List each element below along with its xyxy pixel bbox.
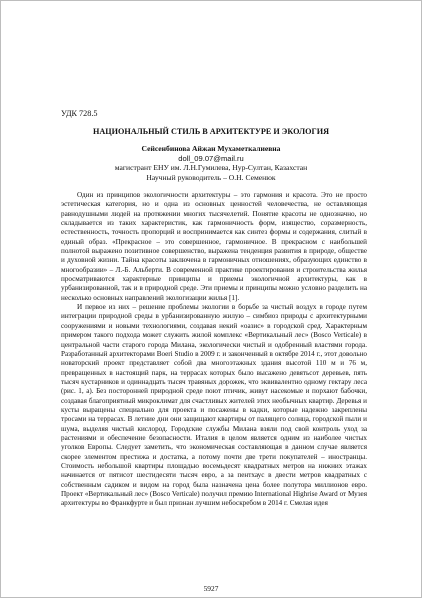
author-affiliation: магистрант ЕНУ им. Л.Н.Гумилева, Нур-Султан, Казахстан	[114, 163, 308, 173]
supervisor: Научный руководитель – О.Н. Семенюк	[146, 172, 276, 182]
paragraph: И первое из них – решение проблемы экологии в борьбе за чистый воздух в городе путем интеграции природной среды в урбанизированную жилую – симбиоз природы с архитектурными сооружениями и новыми технологиями, создавая некий «оазис» в городской сред. Характерным примером такого подхода может служить жилой комплекс «Вертикальный лес» (Bosco Verticale) в центральной части старого города Милана, экологически чистый и одобренный властями города. Разработанный архитекторами Boeri Studio в 2009 г. и законченный в октябре 2014 г., этот довольно новаторский проект представляет собой два многоэтажных здания высотой 110 м и 76 м, превращенных в настоящий парк, на террасах которых было высажено девятьсот деревьев, пять тысяч кустарников и одиннадцать тысяч травяных дорожек, что эквивалентно одному гектару леса (рис. 1, а). Без посторонней природной среде поют птичик, живут насекомые и порхают бабочки, создавая благоприятный микроклимат для счастливых жителей этих необычных квартир. Деревья и кусты выращены специально для проекта и посажены в кадки, которые надежно закреплены тросами на террасах. В летние дни они защищают квартиры от палящего солнца, городской пыли и шума, выделяя чистый кислород. Городские службы Милана взяли под свой контроль уход за растениями и обеспечение безопасности. Италия в целом является одним из наиболее чистых уголков Европы. Следует заметить, что экономическая составляющая в данном случае является скорее элементом престижа и достатка, а потому почти две трети покупателей – иностранцы. Стоимость небольшой квартиры площадью восемьдесят квадратных метров на нижних этажах начинается от пятисот шестидесяти тысяч евро, а за пентхаус в двести метров квадратных с собственным садиком и видом на город была назначена цена более полутора миллионов евро. Проект «Вертикальный лес» (Bosco Verticale) получил премию International Highrise Award от Музея архитектуры во Франкфурте и был признан лучшим небоскребом в 2014 г. Смелая идея	[61, 303, 367, 508]
author-email: doll_09.07@mail.ru	[178, 153, 244, 163]
udk-code: УДК 728.5	[61, 109, 98, 118]
author-block	[1, 144, 421, 182]
page-number: 5927	[203, 584, 219, 593]
author-name: Сейсенбинова Айжан Мухаметкалиевна	[141, 144, 281, 153]
paragraph: Один из принципов экологичности архитектуры – это гармония и красота. Это не просто эстетическая категория, но и одна из основных ценностей человечества, не оставляющая равнодушными людей на протяжении многих тысячелетий. Понятие красоты не однозначно, но складывается из таких характеристик, как гармоничность форм, изящество, соразмерность, естественность, точность пропорций и воспринимается как синтез формы и содержания, слитый в единый образ. «Прекрасное – это совершенное, гармоничное. В прекрасном с наибольшей полнотой выражено позитивное совершенство, выражена тенденция развития в природе, обществе и духовной жизни. Тайна красоты заключена в гармоничных отношениях, образующих единство в многообразии» – Л.-Б. Альберти. В современной практике проектирования и строительства жилья просматриваются характерные принципы и приемы экологичной архитектуры, как в урбанизированной, так и в природной среде. Эти приемы и принципы можно условно разделить на несколько основных направлений экологизации жилья [1].	[61, 191, 367, 302]
article-title: НАЦИОНАЛЬНЫЙ СТИЛЬ В АРХИТЕКТУРЕ И ЭКОЛОГИЯ	[92, 127, 330, 136]
article-body	[61, 191, 367, 509]
